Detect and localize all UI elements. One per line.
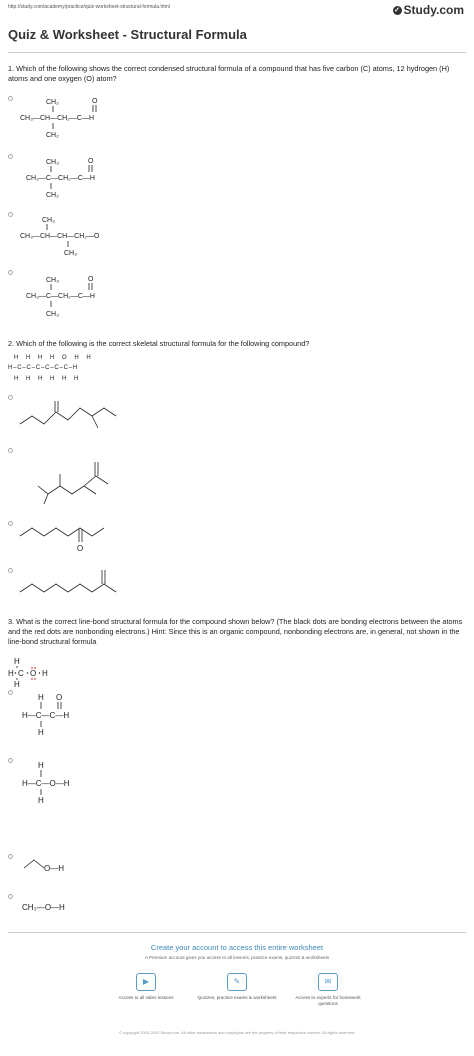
copyright-notice: © copyright 2003-2020 Study.com. All other trademarks and copyrights are the property of their respective owners. All rights reserved. [118, 1030, 356, 1035]
q2-bottom-hydrogens: H H H H H H [14, 376, 82, 382]
q3-lewis-bottom-h: H [14, 680, 20, 689]
q2-top-hydrogens: H H H H O H H [14, 355, 94, 361]
q1b-oxygen: O [88, 158, 94, 165]
q3b-bottom-h: H [38, 796, 44, 805]
q2-option-d-radio[interactable] [8, 568, 13, 573]
q3-lewis-top-h: H [14, 657, 20, 666]
q3-lewis-right-h: H [42, 669, 48, 678]
q3b-main-chain: H—C—O—H [22, 779, 70, 788]
q1b-top-group: CH₃ [46, 159, 59, 166]
q3a-main-chain: H—C—C—H [22, 711, 70, 720]
footer-divider [8, 932, 466, 933]
q3-option-a-radio[interactable] [8, 690, 13, 695]
feature-video-label: Access to all video lessons [118, 995, 174, 1000]
feature-experts[interactable] [288, 973, 368, 1007]
page-title: Quiz & Worksheet - Structural Formula [8, 27, 247, 42]
q3-option-c-radio[interactable] [8, 854, 13, 859]
feature-video-lessons[interactable] [106, 973, 186, 1001]
study-logo-text: Study.com [403, 3, 464, 17]
feature-expert-label: Access to experts for homework questions [295, 995, 361, 1006]
q2-option-a-radio[interactable] [8, 395, 13, 400]
q1d-top-group: CH₃ [46, 277, 59, 284]
q2-compound-formula [8, 350, 118, 386]
q3-option-d-formula [18, 896, 88, 914]
study-logo[interactable] [393, 3, 464, 17]
q1-option-c-radio[interactable] [8, 212, 13, 217]
q1a-oxygen: O [92, 98, 98, 105]
q1c-main-chain: CH₃—CH—CH—CH₂—O [20, 233, 100, 240]
q3a-oxygen: O [56, 693, 63, 702]
q3-lewis-oxygen: O [30, 669, 37, 678]
q1-option-a-formula [18, 94, 138, 144]
q1d-oxygen: O [88, 276, 94, 283]
q2-option-b-radio[interactable] [8, 448, 13, 453]
q1-option-d-radio[interactable] [8, 270, 13, 275]
q2-option-d-skeletal [18, 566, 128, 598]
q1b-bottom-group: CH₂ [46, 192, 59, 199]
q1c-bottom-group: CH₃ [64, 250, 77, 257]
feature-quizzes[interactable] [197, 973, 277, 1001]
quiz-icon: ✎ [227, 973, 247, 991]
q1d-main-chain: CH₃—C—CH₂—C—H [26, 293, 95, 300]
q3d-methanol: CH₃—O—H [22, 903, 65, 912]
video-icon: ▶ [136, 973, 156, 991]
q3-lewis-left-h: H [8, 669, 14, 678]
q3-option-a-formula [18, 690, 98, 736]
q1a-top-group: CH₂ [46, 99, 59, 106]
footer-cta-subtitle: A Premium account gives you access to all lessons, practice exams, quizzes & worksheets [144, 955, 330, 960]
study-logo-icon: ✓ [394, 7, 400, 14]
q3a-top-h: H [38, 693, 44, 702]
q1a-bottom-group: CH₂ [46, 132, 59, 139]
q2-option-c-skeletal [18, 520, 118, 556]
q1-option-b-formula [18, 152, 138, 202]
q3-lewis-carbon: C [18, 669, 24, 678]
question-2-text: 2. Which of the following is the correct skeletal structural formula for the following compound? [8, 339, 310, 348]
q1-option-d-formula [18, 268, 138, 323]
q3a-bottom-h: H [38, 728, 44, 737]
q3-option-b-radio[interactable] [8, 758, 13, 763]
feature-quiz-label: Quizzes, practice exams & worksheets [197, 995, 277, 1000]
q2-carbon-chain: H–C–C–C–C–C–C–H [8, 365, 79, 371]
q2-option-c-radio[interactable] [8, 521, 13, 526]
q1b-main-chain: CH₃—C—CH₂—C—H [26, 175, 95, 182]
q1-option-b-radio[interactable] [8, 154, 13, 159]
q1d-bottom-group: CH₃ [46, 311, 59, 318]
q2-option-b-skeletal [18, 450, 118, 505]
q1c-top-group: CH₃ [42, 217, 55, 224]
q3b-top-h: H [38, 761, 44, 770]
q3-option-c-formula [18, 854, 88, 878]
chat-icon: ✉ [318, 973, 338, 991]
q3c-hydroxyl: O—H [44, 864, 64, 873]
q1-option-c-formula [18, 210, 148, 260]
q3-lewis-structure [8, 655, 68, 691]
q3-option-d-radio[interactable] [8, 894, 13, 899]
footer-cta-title[interactable]: Create your account to access this entire worksheet [150, 943, 324, 952]
q1a-main-chain: CH₃—CH—CH₂—C—H [20, 115, 95, 122]
question-3-text: 3. What is the correct line-bond structural formula for the compound shown below? (The black dots are bonding electrons between the atoms and the red dots are nonbonding electrons.) Hint: Since this is an organic compound, nonbonding electrons are, in general, not shown in the line-bond structural formula [8, 617, 463, 646]
q3-option-b-formula [18, 758, 98, 804]
q1-option-a-radio[interactable] [8, 96, 13, 101]
question-1-text: 1. Which of the following shows the correct condensed structural formula of a compound that has five carbon (C) atoms, 12 hydrogen (H) atoms and one oxygen (O) atom? [8, 64, 450, 83]
title-divider [8, 52, 466, 53]
q2-option-a-skeletal [18, 398, 128, 432]
page-url: http://study.com/academy/practice/quiz-worksheet-structural-formula.html [8, 4, 170, 10]
q2c-oxygen: O [77, 544, 84, 553]
